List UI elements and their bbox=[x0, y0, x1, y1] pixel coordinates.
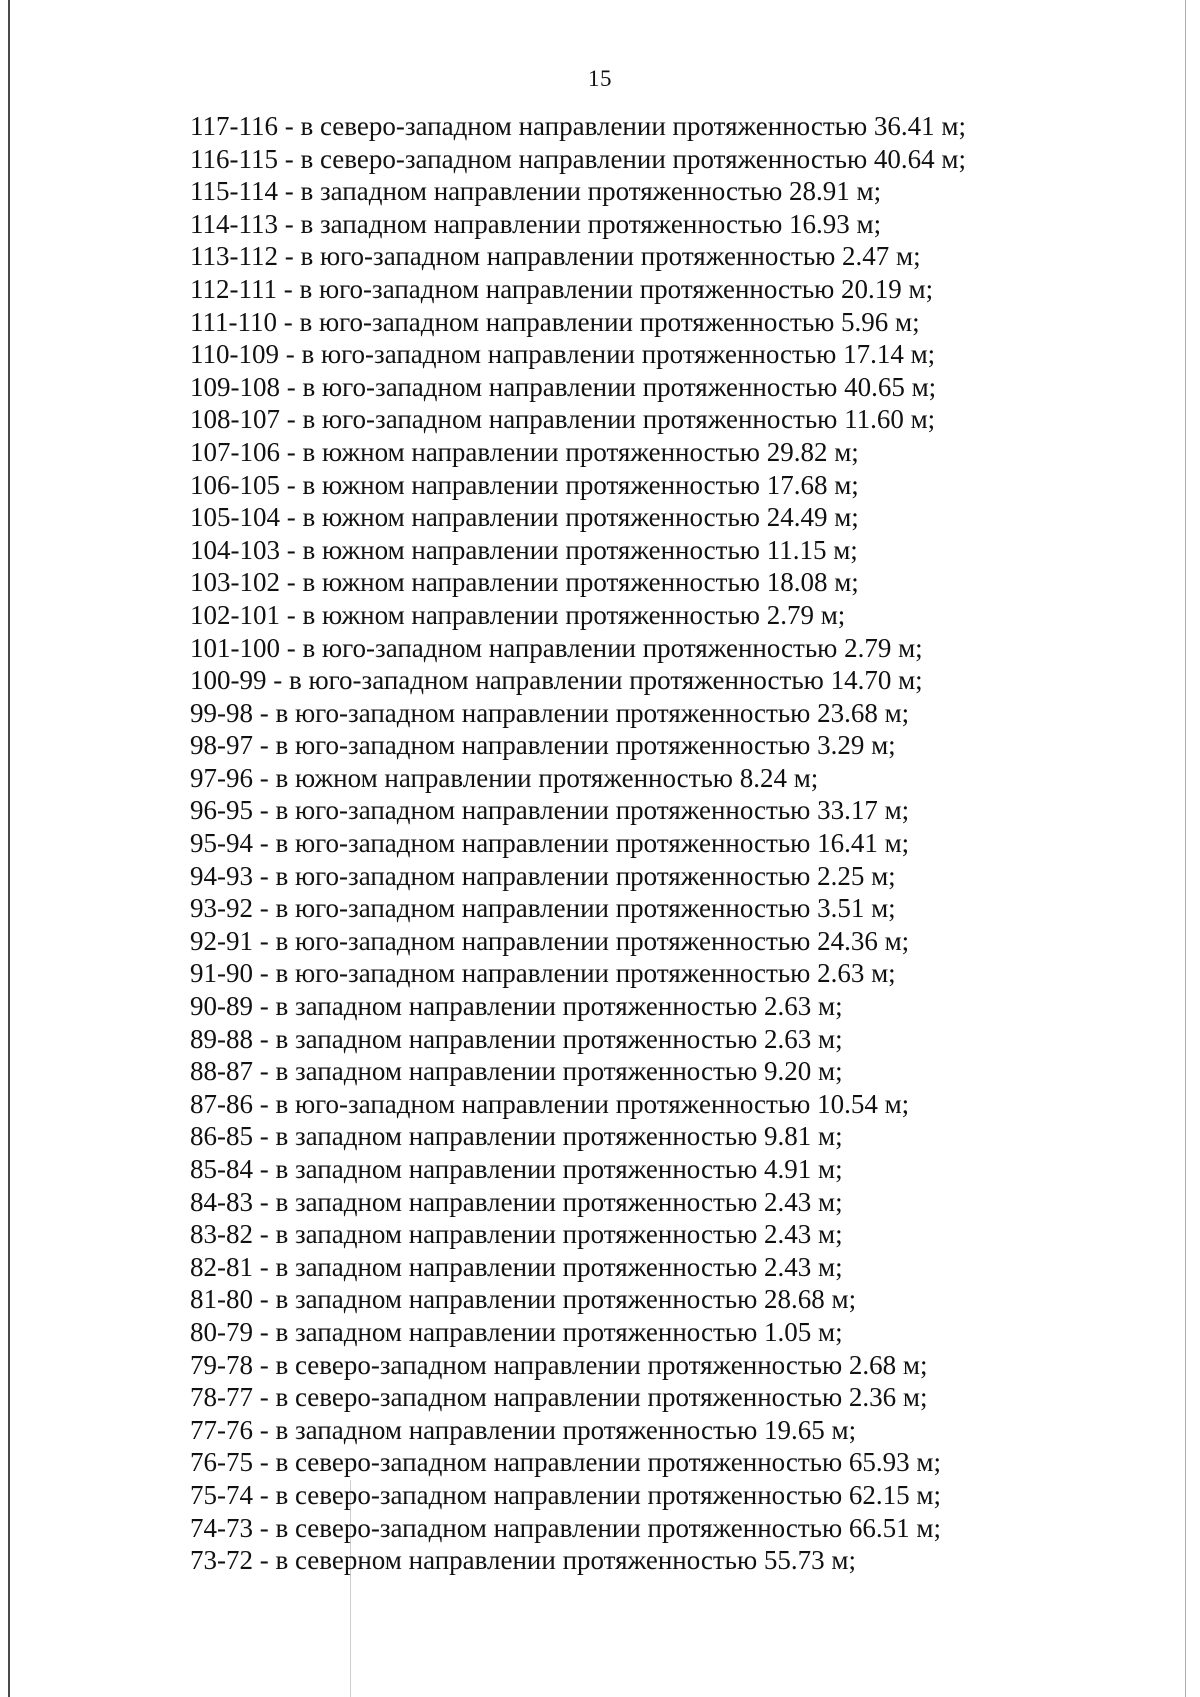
boundary-segment-line: 85-84 - в западном направлении протяженностью 4.91 м; bbox=[190, 1154, 843, 1184]
boundary-segment-line: 75-74 - в северо-западном направлении протяженностью 62.15 м; bbox=[190, 1479, 941, 1510]
boundary-segment-line: 84-83 - в западном направлении протяженностью 2.43 м; bbox=[190, 1186, 843, 1217]
boundary-segment-line: 87-86 - в юго-западном направлении протяженностью 10.54 м; bbox=[190, 1088, 910, 1119]
boundary-segment-line: 114-113 - в западном направлении протяженностью 16.93 м; bbox=[190, 208, 882, 239]
boundary-segment-line: 101-100 - в юго-западном направлении протяженностью 2.79 м; bbox=[190, 632, 923, 663]
boundary-segment-line: 94-93 - в юго-западном направлении протяженностью 2.25 м; bbox=[190, 860, 896, 891]
boundary-segment-line: 86-85 - в западном направлении протяженностью 9.81 м; bbox=[190, 1121, 843, 1152]
boundary-segment-line: 106-105 - в южном направлении протяженностью 17.68 м; bbox=[190, 469, 859, 500]
boundary-segment-line: 88-87 - в западном направлении протяженностью 9.20 м; bbox=[190, 1056, 843, 1087]
boundary-segment-line: 97-96 - в южном направлении протяженностью 8.24 м; bbox=[190, 762, 819, 793]
boundary-segment-line: 105-104 - в южном направлении протяженностью 24.49 м; bbox=[190, 502, 859, 533]
boundary-segment-line: 103-102 - в южном направлении протяженностью 18.08 м; bbox=[190, 567, 859, 598]
boundary-segment-line: 98-97 - в юго-западном направлении протяженностью 3.29 м; bbox=[190, 730, 896, 761]
boundary-segment-line: 82-81 - в западном направлении протяженностью 2.43 м; bbox=[190, 1251, 843, 1282]
boundary-segment-line: 77-76 - в западном направлении протяженностью 19.65 м; bbox=[190, 1414, 857, 1445]
scan-edge-right bbox=[1185, 0, 1186, 1697]
boundary-segment-line: 100-99 - в юго-западном направлении протяженностью 14.70 м; bbox=[190, 665, 923, 696]
boundary-segment-line: 107-106 - в южном направлении протяженностью 29.82 м; bbox=[190, 436, 859, 467]
boundary-segment-line: 109-108 - в юго-западном направлении протяженностью 40.65 м; bbox=[190, 371, 937, 402]
boundary-segment-line: 96-95 - в юго-западном направлении протяженностью 33.17 м; bbox=[190, 795, 910, 826]
boundary-segment-line: 74-73 - в северо-западном направлении протяженностью 66.51 м; bbox=[190, 1512, 941, 1543]
boundary-segment-line: 79-78 - в северо-западном направлении протяженностью 2.68 м; bbox=[190, 1349, 928, 1380]
boundary-segment-line: 104-103 - в южном направлении протяженностью 11.15 м; bbox=[190, 534, 858, 565]
boundary-segment-line: 90-89 - в западном направлении протяженностью 2.63 м; bbox=[190, 991, 843, 1022]
boundary-segment-line: 102-101 - в южном направлении протяженностью 2.79 м; bbox=[190, 599, 846, 630]
boundary-segment-line: 111-110 - в юго-западном направлении протяженностью 5.96 м; bbox=[190, 306, 920, 337]
boundary-segment-line: 108-107 - в юго-западном направлении протяженностью 11.60 м; bbox=[190, 404, 936, 435]
boundary-segment-line: 93-92 - в юго-западном направлении протяженностью 3.51 м; bbox=[190, 893, 896, 924]
boundary-segment-line: 113-112 - в юго-западном направлении протяженностью 2.47 м; bbox=[190, 241, 921, 272]
boundary-segment-line: 116-115 - в северо-западном направлении протяженностью 40.64 м; bbox=[190, 143, 966, 174]
boundary-segment-line: 89-88 - в западном направлении протяженностью 2.63 м; bbox=[190, 1023, 843, 1054]
boundary-segment-line: 110-109 - в юго-западном направлении протяженностью 17.14 м; bbox=[190, 339, 936, 370]
scan-edge-left bbox=[8, 0, 10, 1697]
boundary-segment-line: 73-72 - в северном направлении протяженностью 55.73 м; bbox=[190, 1545, 856, 1576]
boundary-segment-line: 99-98 - в юго-западном направлении протяженностью 23.68 м; bbox=[190, 697, 910, 728]
boundary-segment-line: 112-111 - в юго-западном направлении протяженностью 20.19 м; bbox=[190, 273, 934, 304]
boundary-segment-list bbox=[190, 110, 1070, 1577]
page-number: 15 bbox=[588, 66, 612, 91]
boundary-segment-line: 83-82 - в западном направлении протяженностью 2.43 м; bbox=[190, 1219, 843, 1250]
boundary-segment-line: 91-90 - в юго-западном направлении протяженностью 2.63 м; bbox=[190, 958, 896, 989]
boundary-segment-line: 115-114 - в западном направлении протяженностью 28.91 м; bbox=[190, 176, 882, 207]
boundary-segment-line: 95-94 - в юго-западном направлении протяженностью 16.41 м; bbox=[190, 828, 910, 859]
boundary-segment-line: 78-77 - в северо-западном направлении протяженностью 2.36 м; bbox=[190, 1382, 928, 1413]
boundary-segment-line: 76-75 - в северо-западном направлении протяженностью 65.93 м; bbox=[190, 1447, 941, 1478]
boundary-segment-line: 81-80 - в западном направлении протяженностью 28.68 м; bbox=[190, 1284, 857, 1315]
boundary-segment-line: 117-116 - в северо-западном направлении протяженностью 36.41 м; bbox=[190, 111, 966, 141]
boundary-segment-line: 80-79 - в западном направлении протяженностью 1.05 м; bbox=[190, 1316, 843, 1347]
boundary-segment-line: 92-91 - в юго-западном направлении протяженностью 24.36 м; bbox=[190, 925, 910, 956]
